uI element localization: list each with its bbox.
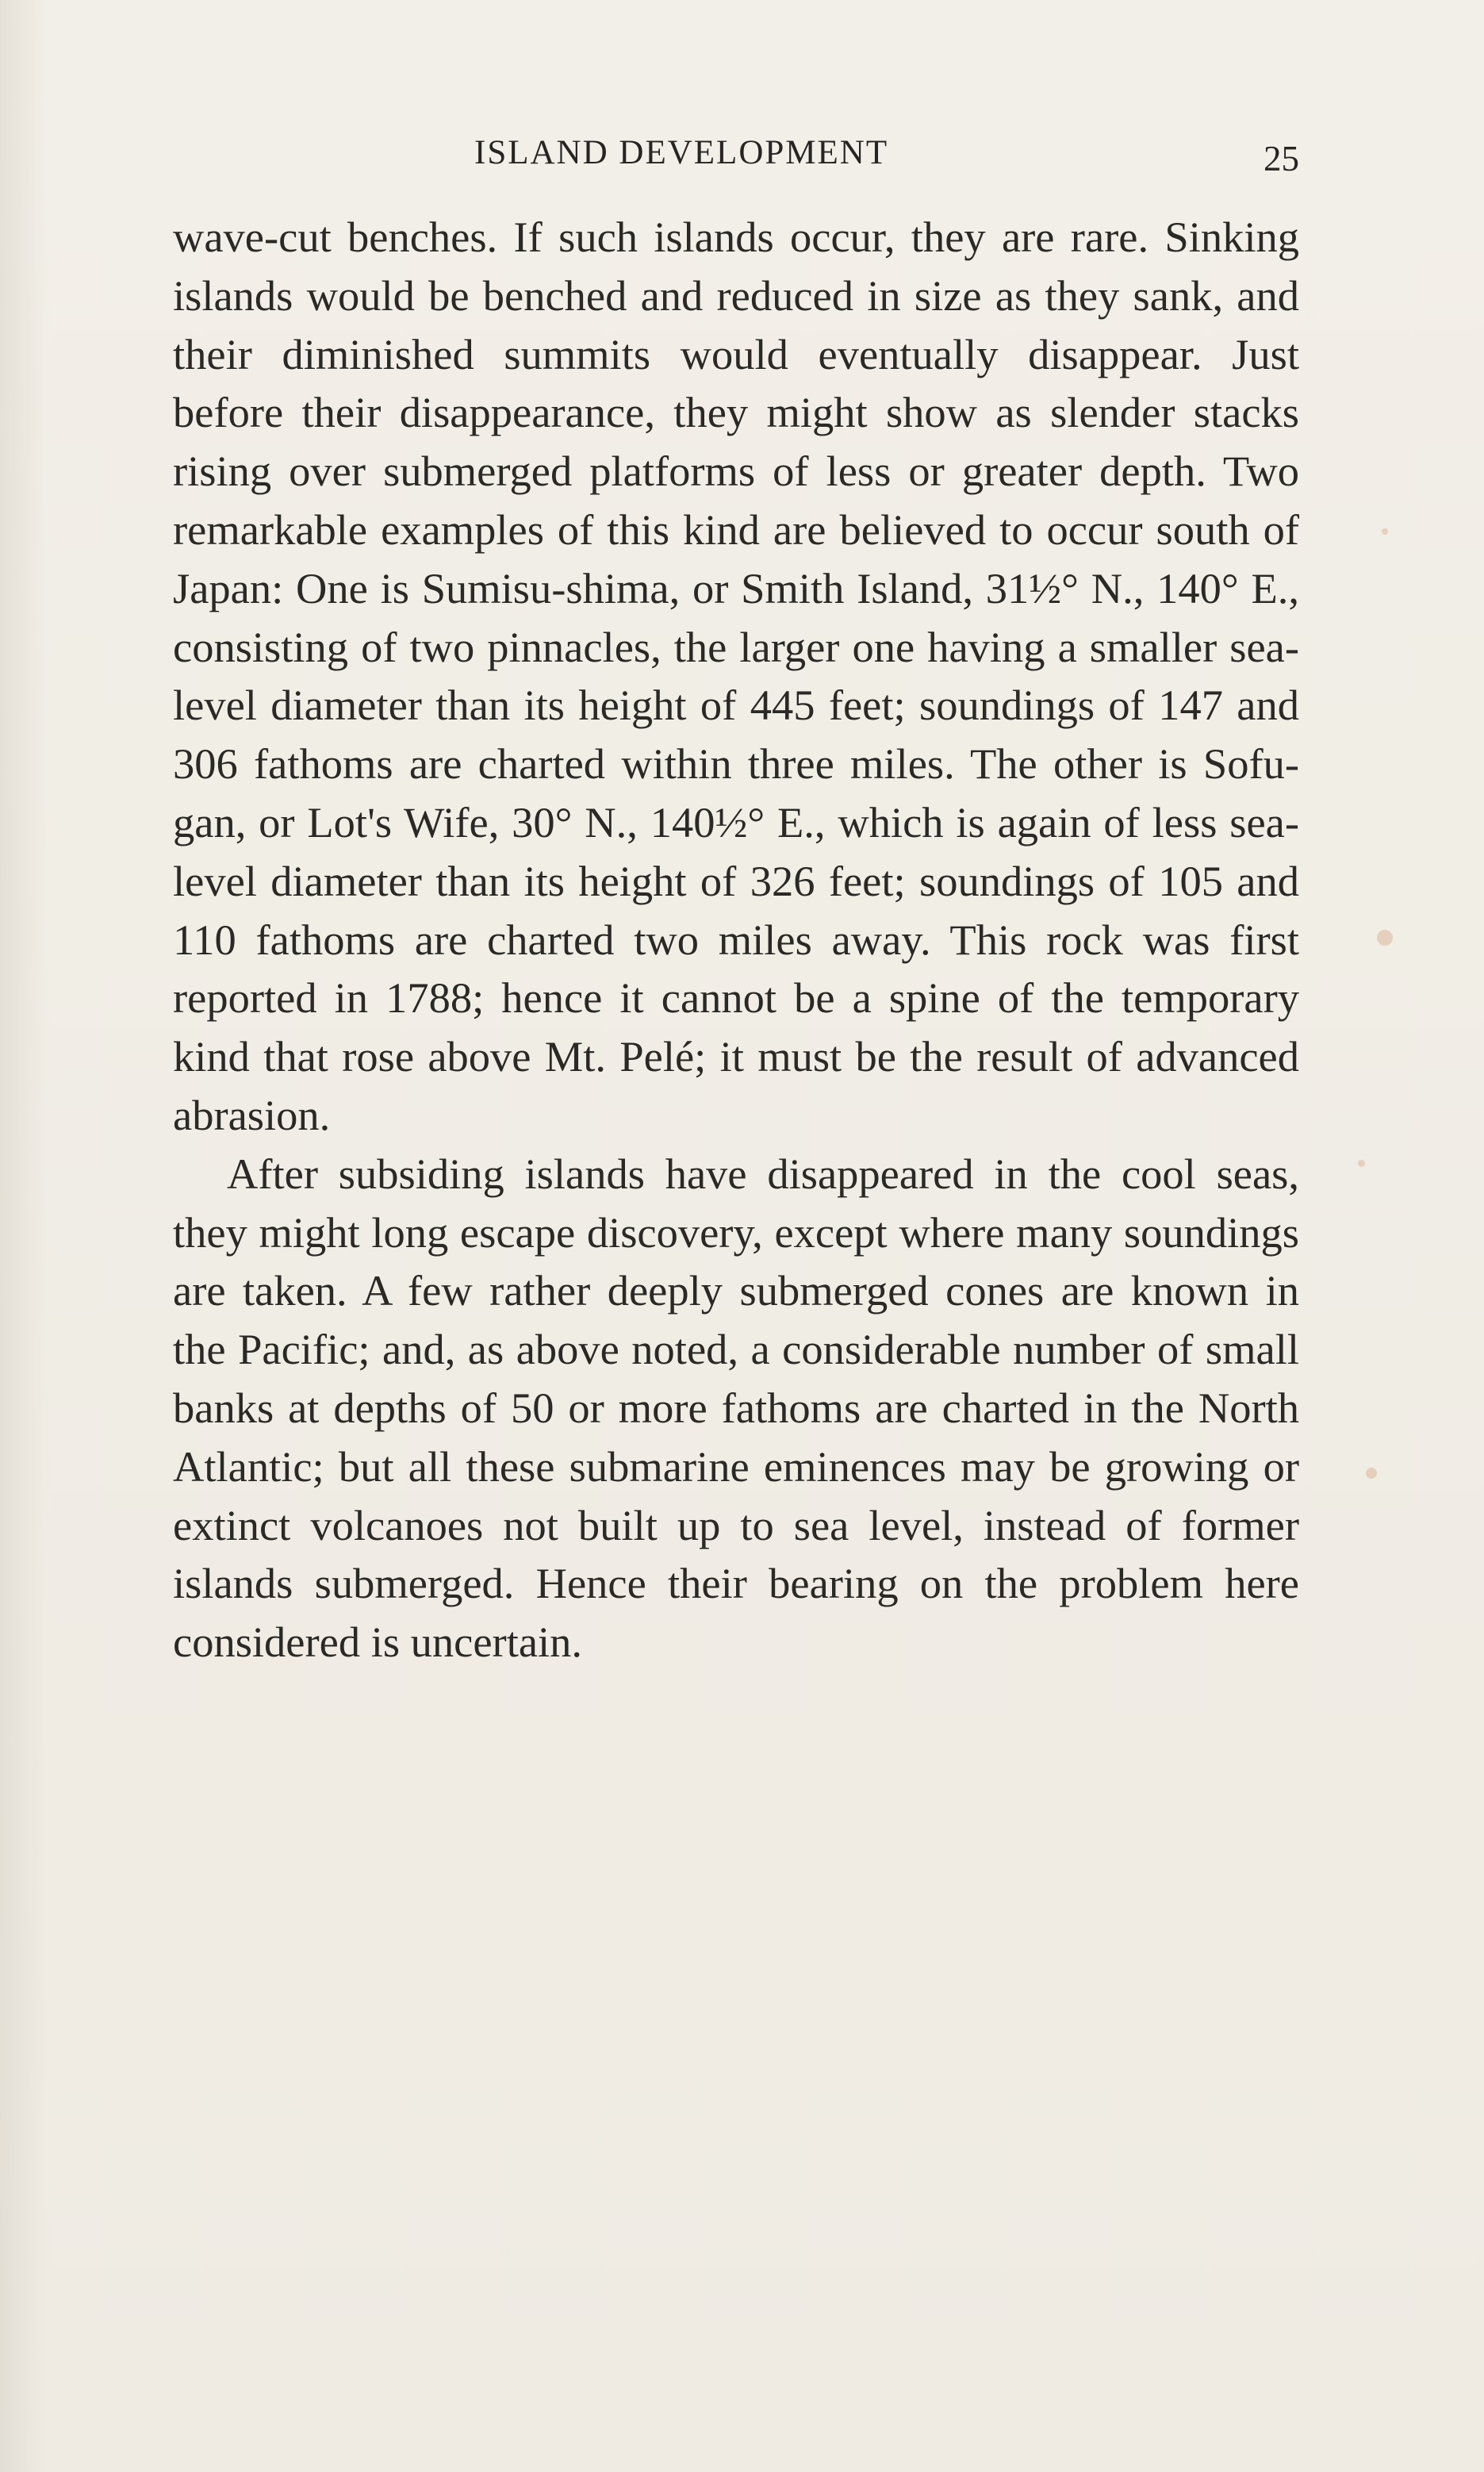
body-text	[173, 208, 1299, 1672]
paper-speck	[1382, 528, 1388, 535]
paragraph-2: After subsiding islands have disappeared in the cool seas, they might long escape discovery, except where many soundings are taken. A few rather deeply submerged cones are known in the Pacific; and, as above noted, a considerable number of small banks at depths of 50 or more fathoms are charted in the North Atlantic; but all these submarine eminences may be growing or extinct volcanoes not built up to sea level, instead of former islands submerged. Hence their bearing on the problem here considered is uncertain.	[173, 1149, 1299, 1667]
paper-speck	[1366, 1468, 1377, 1479]
running-head: ISLAND DEVELOPMENT	[474, 134, 889, 171]
paper-speck	[1377, 930, 1393, 946]
paper-speck	[1358, 1160, 1365, 1167]
page-header	[173, 133, 1299, 181]
page-number: 25	[1264, 139, 1299, 178]
paragraph-1: wave-cut benches. If such islands occur, they are rare. Sinking islands would be benched and reduced in size as they sank, and their diminished summits would eventually disappear. Just before their disappearance, they might show as slender stacks rising over submerged platforms of less or greater depth. Two remarkable examples of this kind are believed to occur south of Japan: One is Sumisu-shima, or Smith Island, 31½° N., 140° E., consisting of two pinnacles, the larger one having a smaller sea-level diameter than its height of 445 feet; soundings of 147 and 306 fathoms are charted within three miles. The other is Sofu-gan, or Lot's Wife, 30° N., 140½° E., which is again of less sea-level diameter than its height of 326 feet; soundings of 105 and 110 fathoms are charted two miles away. This rock was first reported in 1788; hence it cannot be a spine of the temporary kind that rose above Mt. Pelé; it must be the result of advanced abrasion.	[173, 213, 1299, 1139]
